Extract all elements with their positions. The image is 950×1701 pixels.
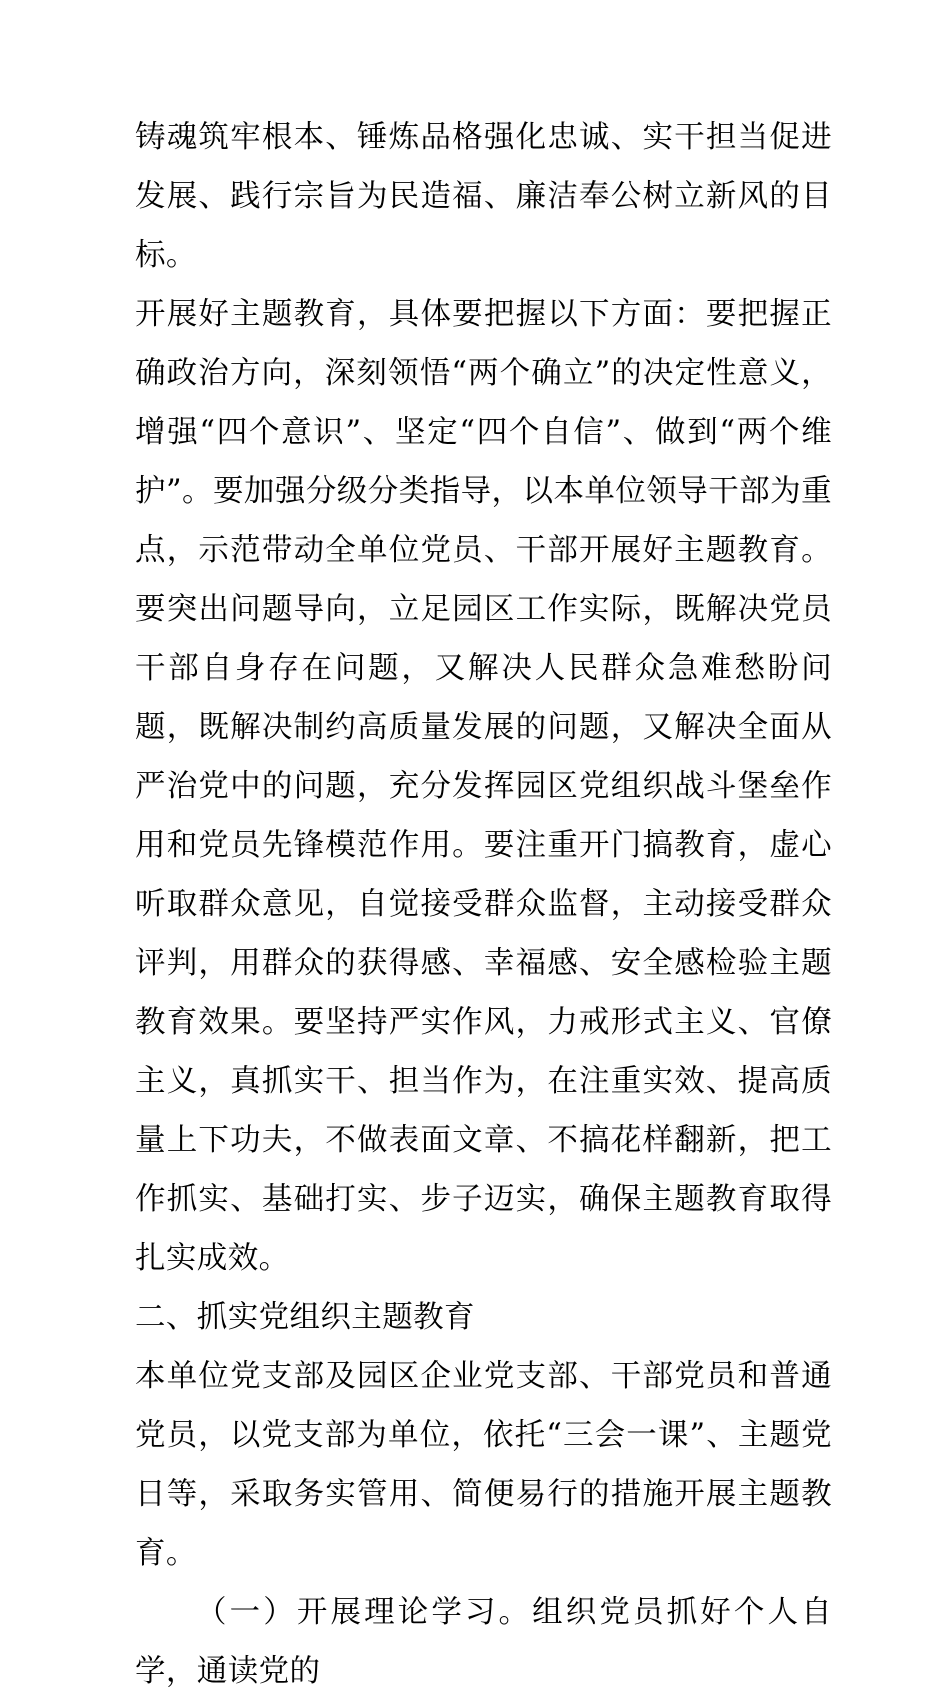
paragraph-party-branch: 本单位党支部及园区企业党支部、干部党员和普通党员，以党支部为单位，依托“三会一课”、主题党日等，采取务实管用、简便易行的措施开展主题教育。 <box>135 1359 832 1571</box>
document-body <box>135 108 832 1701</box>
section-heading-two: 二、抓实党组织主题教育 <box>135 1300 475 1335</box>
paragraph-continuation: 铸魂筑牢根本、锤炼品格强化忠诚、实干担当促进发展、践行宗旨为民造福、廉洁奉公树立新风的目标。 <box>135 120 832 273</box>
paragraph-main-guidance: 开展好主题教育，具体要把握以下方面：要把握正确政治方向，深刻领悟“两个确立”的决定性意义，增强“四个意识”、坚定“四个自信”、做到“两个维护”。要加强分级分类指导，以本单位领导干部为重点，示范带动全单位党员、干部开展好主题教育。要突出问题导向，立足园区工作实际，既解决党员干部自身存在问题，又解决人民群众急难愁盼问题，既解决制约高质量发展的问题，又解决全面从严治党中的问题，充分发挥园区党组织战斗堡垒作用和党员先锋模范作用。要注重开门搞教育，虚心听取群众意见，自觉接受群众监督，主动接受群众评判，用群众的获得感、幸福感、安全感检验主题教育效果。要坚持严实作风，力戒形式主义、官僚主义，真抓实干、担当作为，在注重实效、提高质量上下功夫，不做表面文章、不搞花样翻新，把工作抓实、基础打实、步子迈实，确保主题教育取得扎实成效。 <box>135 297 832 1276</box>
paragraph-item-one: （一）开展理论学习。组织党员抓好个人自学，通读党的 <box>135 1595 832 1689</box>
